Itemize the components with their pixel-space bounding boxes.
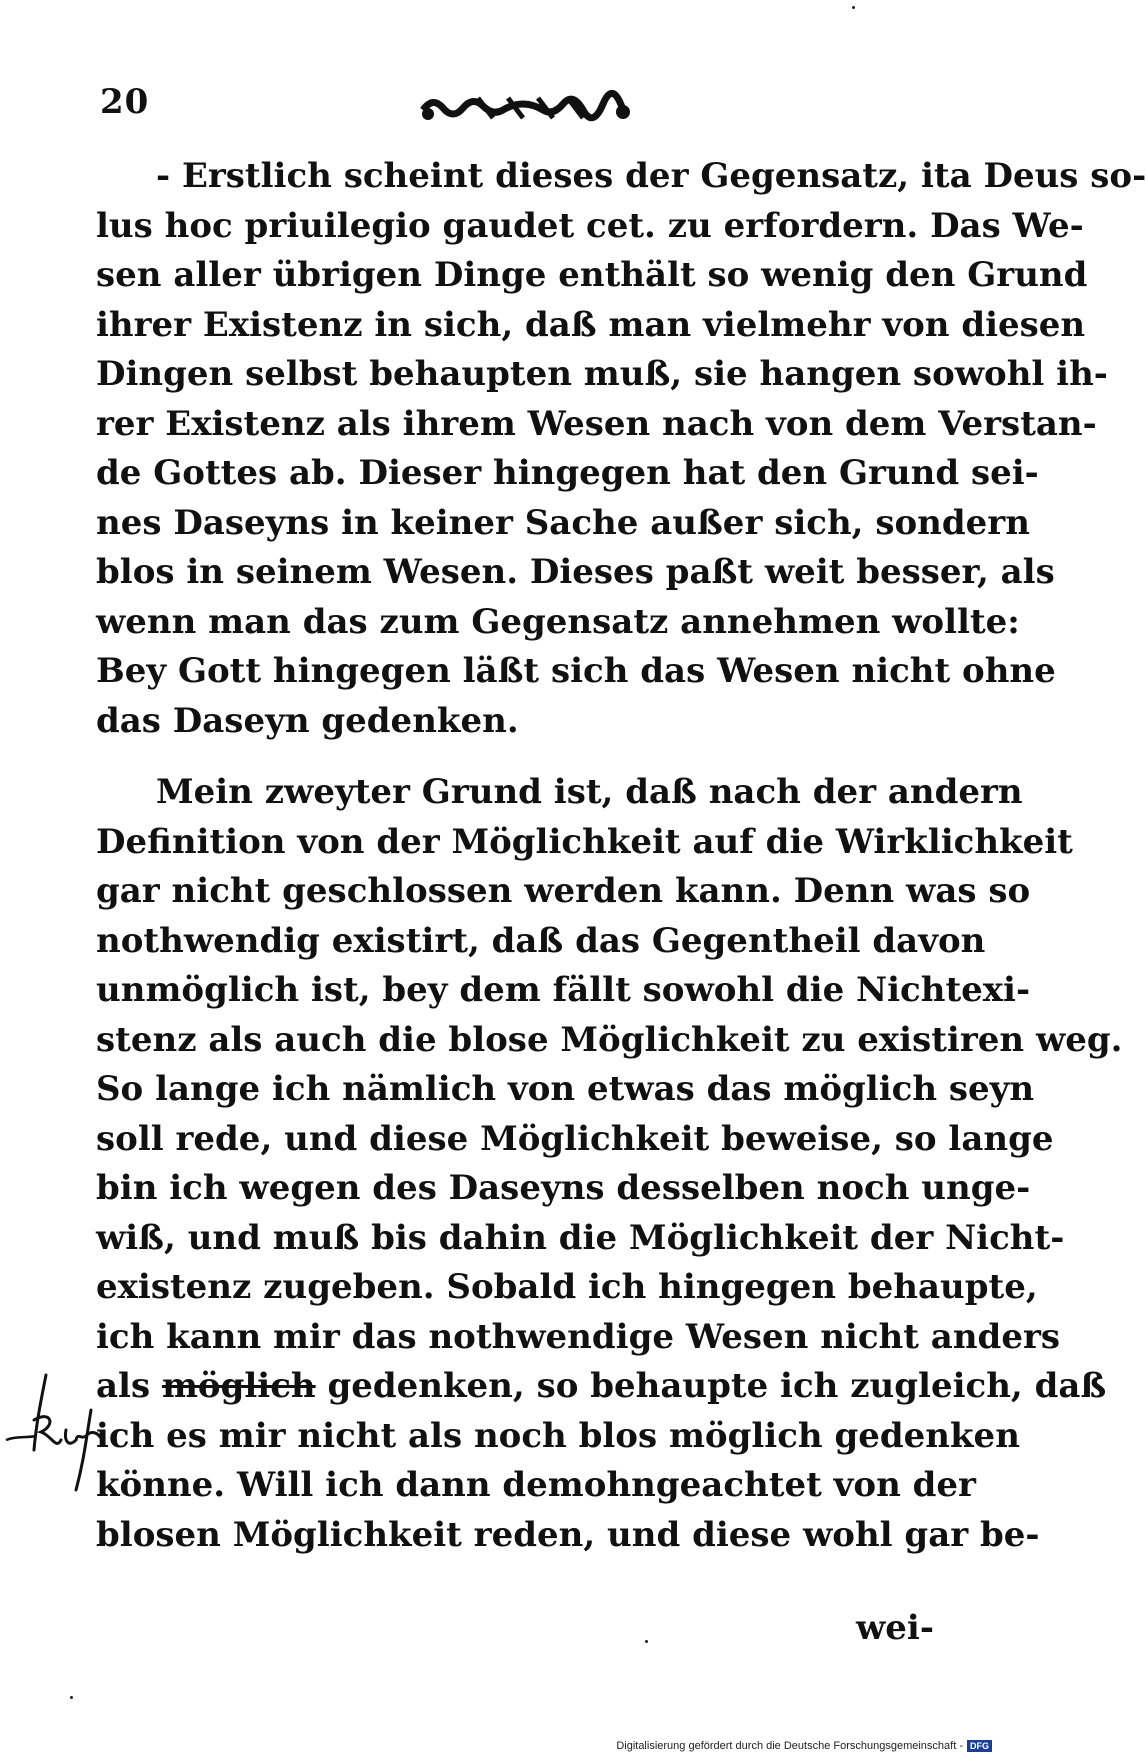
- body-text: [96, 152, 1146, 1560]
- paragraph-1: [96, 152, 1146, 746]
- paragraph-2: [96, 768, 1123, 1560]
- text-line: stenz als auch die blose Möglichkeit zu existiren weg.: [96, 1019, 1123, 1060]
- text-line: - Erstlich scheint dieses der Gegensatz, ita Deus so-: [156, 156, 1146, 196]
- text-line: blos in seinem Wesen. Dieses paßt weit besser, als: [96, 552, 1055, 592]
- text-line: Mein zweyter Grund ist, daß nach der andern: [156, 772, 1023, 812]
- text-line: Definition von der Möglichkeit auf die Wirklichkeit: [96, 821, 1073, 862]
- text-line: So lange ich nämlich von etwas das möglich seyn: [96, 1069, 1035, 1109]
- text-line: blosen Möglichkeit reden, und diese wohl gar be-: [96, 1514, 1040, 1555]
- text-line: nes Daseyns in keiner Sache außer sich, sondern: [96, 502, 1030, 543]
- catchword: wei-: [856, 1608, 934, 1648]
- text-line: nothwendig existirt, daß das Gegentheil davon: [96, 920, 986, 961]
- struck-word: möglich: [161, 1366, 316, 1406]
- scan-speck: [645, 1640, 648, 1643]
- page-number: 20: [100, 82, 150, 122]
- printer-ornament-vignette: [418, 88, 633, 128]
- handwritten-marginal-note: [6, 1370, 116, 1495]
- footer-text: Digitalisierung gefördert durch die Deutsche Forschungsgemeinschaft -: [616, 1740, 963, 1752]
- scan-speck: [70, 1696, 73, 1699]
- text-line: existenz zugeben. Sobald ich hingegen behaupte,: [96, 1267, 1038, 1307]
- text-line: als möglich gedenken, so behaupte ich zugleich, daß: [96, 1366, 1107, 1406]
- text-line: lus hoc priuilegio gaudet cet. zu erfordern. Das We-: [96, 205, 1084, 246]
- scan-speck: [852, 6, 855, 9]
- text-line: ich kann mir das nothwendige Wesen nicht anders: [96, 1316, 1061, 1357]
- text-line: Bey Gott hingegen läßt sich das Wesen nicht ohne: [96, 651, 1056, 691]
- text-line: wenn man das zum Gegensatz annehmen wollte:: [96, 601, 1020, 642]
- text-line: gar nicht geschlossen werden kann. Denn was so: [96, 871, 1031, 911]
- text-line: Dingen selbst behaupten muß, sie hangen sowohl ih-: [96, 354, 1108, 394]
- text-line: soll rede, und diese Möglichkeit beweise, so lange: [96, 1118, 1054, 1159]
- text-line: könne. Will ich dann demohngeachtet von der: [96, 1465, 976, 1505]
- text-line: das Daseyn gedenken.: [96, 700, 519, 741]
- text-line: unmöglich ist, bey dem fällt sowohl die Nichtexi-: [96, 970, 1031, 1010]
- text-line: ich es mir nicht als noch blos möglich gedenken: [96, 1415, 1020, 1456]
- text-line: ihrer Existenz in sich, daß man vielmehr von diesen: [96, 304, 1086, 345]
- text-line: bin ich wegen des Daseyns desselben noch unge-: [96, 1168, 1031, 1208]
- text-line: wiß, und muß bis dahin die Möglichkeit der Nicht-: [96, 1217, 1065, 1258]
- text-line: sen aller übrigen Dinge enthält so wenig den Grund: [96, 255, 1088, 295]
- digitization-footer: [616, 1740, 992, 1752]
- text-line: de Gottes ab. Dieser hingegen hat den Grund sei-: [96, 453, 1039, 493]
- text-line: rer Existenz als ihrem Wesen nach von dem Verstan-: [96, 403, 1097, 444]
- dfg-logo: DFG: [967, 1740, 992, 1752]
